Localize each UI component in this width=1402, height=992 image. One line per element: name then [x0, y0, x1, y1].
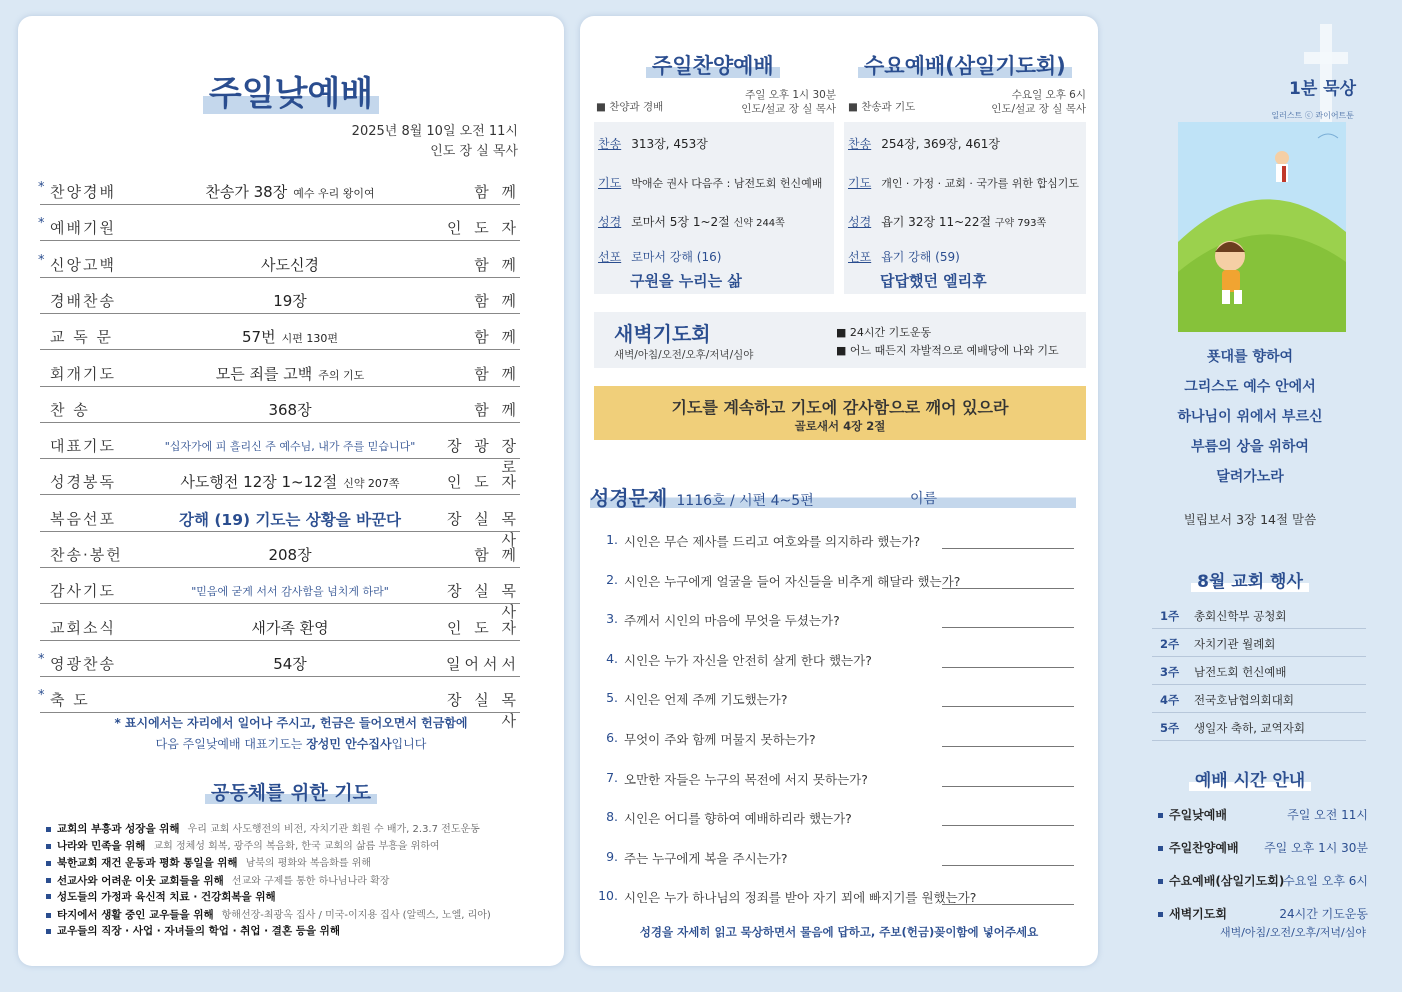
running-illustration — [1178, 122, 1346, 332]
main-title: 주일낮예배 — [18, 66, 564, 115]
wednesday-title: 수요예배(삼일기도회) — [858, 50, 1072, 80]
meditation-line: 달려가노라 — [1216, 469, 1284, 485]
prayer-item: 교우들의 직장 · 사업 · 자녀들의 학업 · 취업 · 결혼 등을 위해 — [46, 923, 340, 938]
answer-line[interactable] — [942, 786, 1074, 787]
order-row: 찬 송 368장 함 께 — [40, 396, 520, 423]
quiz-question: 4. 시인은 누가 자신을 안전히 살게 한다 했는가? — [596, 651, 1074, 677]
quiz-question: 5. 시인은 언제 주께 기도했는가? — [596, 690, 1074, 716]
answer-line[interactable] — [942, 865, 1074, 866]
answer-line[interactable] — [942, 667, 1074, 668]
wednesday-time: 수요일 오후 6시 인도/설교 장 실 목사 — [991, 89, 1086, 115]
event-row: 2주 자치기관 월례회 — [1152, 630, 1366, 657]
service-time-row: 새벽기도회 24시간 기도운동 — [1158, 905, 1368, 922]
order-row: 교회소식 새가족 환영 인 도 자 — [40, 614, 520, 641]
meditation-line: 하나님이 위에서 부르신 — [1177, 409, 1323, 425]
meditation-title: 1분 묵상 — [1288, 79, 1356, 99]
bullet-icon — [1158, 813, 1163, 818]
service-datetime: 2025년 8월 10일 오전 11시 인도 장 실 목사 — [351, 124, 518, 159]
answer-line[interactable] — [942, 825, 1074, 826]
prayer-item: 선교사와 어려운 이웃 교회들을 위해 선교와 구제를 통한 하나님나라 확장 — [46, 872, 389, 888]
standing-note: * 표시에서는 자리에서 일어나 주시고, 헌금은 들어오면서 헌금함에 — [114, 716, 468, 730]
quiz-question: 2. 시인은 누구에게 얼굴을 들어 자신들을 비추게 해달라 했는가? — [596, 572, 1074, 598]
sunday-pm-title: 주일찬양예배 — [646, 50, 780, 80]
answer-line[interactable] — [942, 588, 1074, 589]
order-row: * 찬양경배 찬송가 38장 예수 우리 왕이여 함 께 — [40, 178, 520, 205]
bullet-icon — [46, 913, 51, 918]
dawn-times: 새벽/아침/오전/오후/저녁/심야 — [1219, 926, 1366, 939]
bullet-icon — [1158, 912, 1163, 917]
bullet-icon — [1158, 846, 1163, 851]
order-row: 경배찬송 19장 함 께 — [40, 287, 520, 314]
dawn-prayer-box: 새벽기도회 새벽/아침/오전/오후/저녁/심야 ■ 24시간 기도운동 ■ 어느 때든지 자발적으로 예배당에 나와 기도 — [594, 312, 1086, 368]
event-row: 1주 총회신학부 공청회 — [1152, 602, 1366, 629]
meditation-line: 부름의 상을 위하여 — [1191, 439, 1309, 455]
bullet-icon — [46, 878, 51, 883]
prayer-item: 북한교회 재건 운동과 평화 통일을 위해 남북의 평화와 복음화를 위해 — [46, 854, 371, 870]
verse-banner: 기도를 계속하고 기도에 감사함으로 깨어 있으라 골로새서 4장 2절 — [594, 386, 1086, 440]
illustration-credit: 일러스트 ⓒ 콰이어트툰 — [1271, 111, 1354, 120]
quiz-question: 10. 시인은 누가 하나님의 정죄를 받아 자기 꾀에 빠지기를 원했는가? — [596, 888, 1074, 914]
order-row: 찬송·봉헌 208장 함 께 — [40, 541, 520, 568]
quiz-question: 6. 무엇이 주와 함께 머물지 못하는가? — [596, 730, 1074, 756]
bullet-icon — [1158, 879, 1163, 884]
bullet-icon — [46, 929, 51, 934]
sunday-pm-sub: ■ 찬양과 경배 — [596, 101, 664, 113]
event-row: 3주 남전도회 헌신예배 — [1152, 658, 1366, 685]
middle-panel — [580, 16, 1098, 966]
answer-line[interactable] — [942, 904, 1074, 905]
order-row: * 신앙고백 사도신경 함 께 — [40, 251, 520, 278]
order-row: 회개기도 모든 죄를 고백 주의 기도 함 께 — [40, 360, 520, 387]
prayer-item: 나라와 민족을 위해 교회 정체성 회복, 광주의 복음화, 한국 교회의 삶름 부흥을 위하여 — [46, 837, 440, 853]
event-row: 4주 전국호남협의회대회 — [1152, 686, 1366, 713]
right-panel — [1112, 16, 1388, 966]
quiz-footer: 성경을 자세히 읽고 묵상하면서 물음에 답하고, 주보(헌금)꽂이함에 넣어주세요 — [639, 925, 1039, 939]
left-panel — [18, 16, 564, 966]
quiz-header: 성경문제 1116호 / 시편 4~5편 이름 — [590, 482, 1076, 508]
order-row: 대표기도 "십자가에 피 흘리신 주 예수님, 내가 주를 믿습니다" 장 광 장로 — [40, 432, 520, 459]
wednesday-box: 찬송 254장, 369장, 461장 기도 개인 · 가정 · 교회 · 국가를 위한 합심기도 성경 욥기 32장 11~22절 구약 793쪽 선포 욥기 강해 (59) 답답했던 엘리후 — [844, 122, 1086, 294]
order-row: 복음선포 강해 (19) 기도는 상황을 바꾼다 장 실 목사 — [40, 505, 520, 532]
order-row: 성경봉독 사도행전 12장 1~12절 신약 207쪽 인 도 자 — [40, 468, 520, 495]
next-prayer-note: 다음 주일낮예배 대표기도는 장성민 안수집사입니다 — [155, 737, 427, 751]
answer-line[interactable] — [942, 548, 1074, 549]
bullet-icon — [46, 861, 51, 866]
answer-line[interactable] — [942, 706, 1074, 707]
wednesday-sub: ■ 찬송과 기도 — [848, 101, 916, 113]
order-row: * 축 도 장 실 목사 — [38, 688, 520, 731]
quiz-question: 9. 주는 누구에게 복을 주시는가? — [596, 849, 1074, 875]
order-row: 감사기도 "믿음에 굳게 서서 감사함을 넘치게 하라" 장 실 목사 — [40, 577, 520, 604]
quiz-question: 3. 주께서 시인의 마음에 무엇을 두셨는가? — [596, 611, 1074, 637]
quiz-question: 8. 시인은 어디를 향하여 예배하리라 했는가? — [596, 809, 1074, 835]
sunday-pm-time: 주일 오후 1시 30분 인도/설교 장 실 목사 — [741, 89, 836, 115]
events-title: 8월 교회 행사 — [1112, 567, 1388, 592]
prayer-title: 공동체를 위한 기도 — [18, 778, 564, 805]
order-row: * 예배기원 인 도 자 — [40, 214, 520, 241]
bullet-icon — [46, 844, 51, 849]
order-row: 교 독 문 57번 시편 130편 함 께 — [40, 323, 520, 350]
bullet-icon — [46, 894, 51, 899]
event-row: 5주 생일자 축하, 교역자회 — [1152, 714, 1366, 741]
sunday-pm-box: 찬송 313장, 453장 기도 박애순 권사 다음주 : 남전도회 헌신예배 성경 로마서 5장 1~2절 신약 244쪽 선포 로마서 강해 (16) 구원을 누리는 삶 — [594, 122, 834, 294]
times-title: 예배 시간 안내 — [1112, 766, 1388, 791]
bullet-icon — [46, 827, 51, 832]
prayer-item: 교회의 부흥과 성장을 위해 우리 교회 사도행전의 비전, 자치기관 회원 수 배가, 2.3.7 전도운동 — [46, 820, 480, 836]
prayer-item: 타지에서 생활 중인 교우들을 위해 항해선장-최광옥 집사 / 미국-이지용 집사 (알렉스, 노엘, 리아) — [46, 906, 491, 922]
meditation-line: 푯대를 향하여 — [1206, 349, 1294, 365]
service-time-row: 주일낮예배 주일 오전 11시 — [1158, 806, 1368, 823]
answer-line[interactable] — [942, 746, 1074, 747]
quiz-question: 7. 오만한 자들은 누구의 목전에 서지 못하는가? — [596, 770, 1074, 796]
meditation-line: 그리스도 예수 안에서 — [1184, 379, 1316, 395]
service-time-row: 주일찬양예배 주일 오후 1시 30분 — [1158, 839, 1368, 856]
service-time-row: 수요예배(삼일기도회) 수요일 오후 6시 — [1158, 872, 1368, 889]
quiz-question: 1. 시인은 무슨 제사를 드리고 여호와를 의지하라 했는가? — [596, 532, 1074, 558]
meditation-ref: 빌립보서 3장 14절 말씀 — [1183, 512, 1317, 527]
order-row: * 영광찬송 54장 일어서서 — [40, 650, 520, 677]
prayer-item: 성도들의 가정과 육신적 치료 · 건강회복을 위해 — [46, 889, 276, 904]
answer-line[interactable] — [942, 627, 1074, 628]
